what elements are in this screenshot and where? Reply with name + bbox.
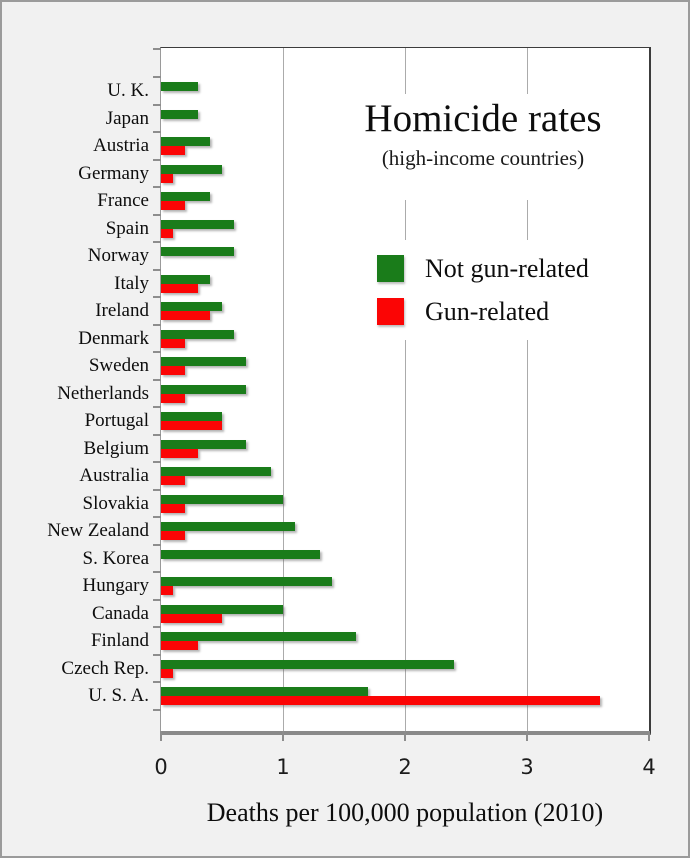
bar-not-gun-norway — [161, 247, 234, 256]
y-axis-tick — [153, 296, 161, 298]
legend-label: Gun-related — [425, 296, 550, 326]
bar-not-gun-denmark — [161, 330, 234, 339]
y-axis-tick — [153, 461, 161, 463]
bar-not-gun-slovakia — [161, 495, 283, 504]
bar-gun-czech-rep — [161, 669, 173, 678]
country-label-hungary: Hungary — [82, 575, 149, 596]
bar-gun-denmark — [161, 339, 185, 348]
country-label-u-s-a: U. S. A. — [88, 685, 149, 706]
country-label-new-zealand: New Zealand — [47, 520, 149, 541]
x-axis-tick-label-1: 1 — [276, 755, 290, 779]
bar-not-gun-austria — [161, 137, 210, 146]
country-label-spain: Spain — [105, 218, 149, 239]
bar-gun-canada — [161, 614, 222, 623]
country-label-denmark: Denmark — [78, 328, 149, 349]
x-axis-title: Deaths per 100,000 population (2010) — [206, 798, 604, 827]
chart-subtitle: (high-income countries) — [381, 146, 585, 170]
bar-gun-finland — [161, 641, 198, 650]
bar-not-gun-canada — [161, 605, 283, 614]
bar-gun-new-zealand — [161, 531, 185, 540]
country-label-s-korea: S. Korea — [82, 548, 149, 569]
country-label-japan: Japan — [105, 108, 149, 129]
x-axis-tick-label-0: 0 — [154, 755, 168, 779]
bar-not-gun-s-korea — [161, 550, 320, 559]
bar-not-gun-u-s-a — [161, 687, 368, 696]
legend-item-not-gun-related — [377, 254, 634, 284]
bar-not-gun-new-zealand — [161, 522, 295, 531]
bar-gun-ireland — [161, 311, 210, 320]
gun-related-swatch-icon — [377, 298, 404, 325]
y-axis-tick — [153, 489, 161, 491]
y-axis-tick — [153, 324, 161, 326]
bar-not-gun-czech-rep — [161, 660, 454, 669]
y-axis-tick — [153, 654, 161, 656]
y-axis-tick — [153, 159, 161, 161]
x-axis-tick-label-3: 3 — [520, 755, 534, 779]
y-axis-tick — [153, 681, 161, 683]
bar-gun-slovakia — [161, 504, 185, 513]
y-axis-tick — [153, 214, 161, 216]
x-axis-tick-label-2: 2 — [398, 755, 412, 779]
country-label-australia: Australia — [79, 465, 149, 486]
bar-gun-france — [161, 201, 185, 210]
x-axis-tick-0 — [160, 731, 162, 741]
bar-not-gun-belgium — [161, 440, 246, 449]
bar-not-gun-italy — [161, 275, 210, 284]
country-label-italy: Italy — [114, 273, 149, 294]
y-axis-tick — [153, 104, 161, 106]
bar-gun-u-s-a — [161, 696, 600, 705]
bar-gun-germany — [161, 174, 173, 183]
bar-gun-hungary — [161, 586, 173, 595]
y-axis-tick — [153, 709, 161, 711]
country-label-netherlands: Netherlands — [57, 383, 149, 404]
y-axis-tick — [153, 571, 161, 573]
bar-not-gun-finland — [161, 632, 356, 641]
bar-not-gun-u-k — [161, 82, 198, 91]
bar-gun-sweden — [161, 366, 185, 375]
y-axis-tick — [153, 599, 161, 601]
bar-not-gun-hungary — [161, 577, 332, 586]
country-label-u-k: U. K. — [107, 80, 149, 101]
bar-not-gun-sweden — [161, 357, 246, 366]
bar-not-gun-germany — [161, 165, 222, 174]
bar-gun-belgium — [161, 449, 198, 458]
legend-label: Not gun-related — [425, 253, 589, 283]
legend-item-gun-related — [377, 297, 634, 327]
bar-not-gun-australia — [161, 467, 271, 476]
y-axis-tick — [153, 544, 161, 546]
bar-gun-spain — [161, 229, 173, 238]
chart-title-box — [325, 94, 641, 200]
y-axis-tick — [153, 48, 161, 50]
country-label-austria: Austria — [93, 135, 149, 156]
legend — [358, 240, 634, 340]
y-axis-tick — [153, 516, 161, 518]
bar-not-gun-france — [161, 192, 210, 201]
y-axis-tick — [153, 626, 161, 628]
y-axis-tick — [153, 434, 161, 436]
country-label-germany: Germany — [78, 163, 149, 184]
y-axis-tick — [153, 351, 161, 353]
y-axis-tick — [153, 241, 161, 243]
country-label-finland: Finland — [90, 630, 149, 651]
y-axis-tick — [153, 406, 161, 408]
x-axis-tick-1 — [282, 731, 284, 741]
x-axis-tick-2 — [404, 731, 406, 741]
bar-gun-netherlands — [161, 394, 185, 403]
y-axis-tick — [153, 186, 161, 188]
bar-not-gun-netherlands — [161, 385, 246, 394]
x-axis-tick-label-4: 4 — [642, 755, 656, 779]
country-label-czech-rep: Czech Rep. — [61, 658, 149, 679]
y-axis-tick — [153, 379, 161, 381]
bar-gun-australia — [161, 476, 185, 485]
chart-title: Homicide rates — [364, 97, 602, 140]
bar-gun-italy — [161, 284, 198, 293]
country-label-sweden: Sweden — [88, 355, 149, 376]
bar-not-gun-ireland — [161, 302, 222, 311]
y-axis-tick — [153, 269, 161, 271]
country-label-norway: Norway — [87, 245, 149, 266]
country-label-belgium: Belgium — [83, 438, 149, 459]
country-label-france: France — [97, 190, 149, 211]
y-axis-tick — [153, 131, 161, 133]
bar-not-gun-japan — [161, 110, 198, 119]
country-label-canada: Canada — [92, 603, 149, 624]
country-label-ireland: Ireland — [95, 300, 149, 321]
bar-not-gun-portugal — [161, 412, 222, 421]
x-axis-tick-3 — [526, 731, 528, 741]
not-gun-related-swatch-icon — [377, 255, 404, 282]
country-label-portugal: Portugal — [84, 410, 149, 431]
bar-not-gun-spain — [161, 220, 234, 229]
x-axis-tick-4 — [648, 731, 650, 741]
bar-gun-portugal — [161, 421, 222, 430]
y-axis-tick — [153, 76, 161, 78]
gridline-x1 — [283, 48, 284, 731]
bar-gun-austria — [161, 146, 185, 155]
country-label-slovakia: Slovakia — [82, 493, 149, 514]
